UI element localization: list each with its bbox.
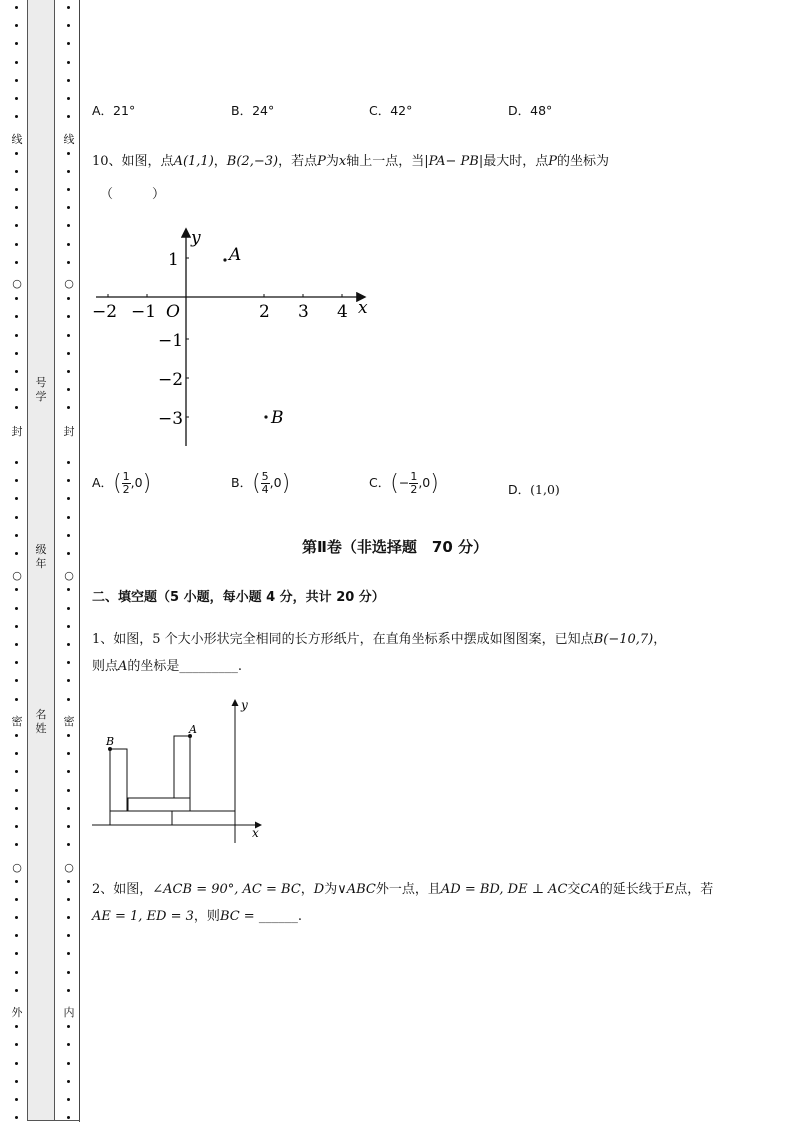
option-letter: B． [231,475,253,490]
f2-line-2 [92,905,302,924]
margin-dot [67,661,70,664]
q10-text: 最大时，点 [483,154,549,169]
minus-sign: − [398,475,410,490]
margin-dot [15,916,18,919]
right-mark-nei: 内 [63,1006,75,1019]
option-value: (1,0) [530,482,560,497]
f2-segment: CA [580,882,600,897]
rectangle-right-vertical [174,736,190,798]
margin-dot [15,61,18,64]
margin-dot [15,1062,18,1065]
margin-dot [67,6,70,9]
margin-dot [15,188,18,191]
rectangle-bottom-left [110,811,172,825]
margin-dot [15,607,18,610]
q10-text: 轴上一点，当 [346,154,425,169]
margin-dot [15,843,18,846]
x-tick-label: 4 [337,302,348,322]
margin-dot [15,1043,18,1046]
point-b-label: B [106,735,115,748]
right-paren: ) [281,471,291,496]
margin-dot [67,971,70,974]
f2-condition: AE = 1, ED = 3 [92,909,194,924]
margin-dot [67,370,70,373]
margin-dot [67,679,70,682]
f2-text: ， [300,882,314,897]
margin-dot [67,1043,70,1046]
margin-dot [15,406,18,409]
q10-number: 10、 [92,154,122,169]
gutter-bottom-line [27,1120,80,1121]
y-axis-label: y [241,698,248,712]
margin-dot [67,625,70,628]
q10-point-b: B(2,−3) [226,154,279,169]
option-letter: C． [369,475,391,490]
margin-dot [15,97,18,100]
margin-dot [15,24,18,27]
margin-dot [15,1116,18,1119]
coordinate-tail: ,0 [418,475,431,490]
margin-dot [67,352,70,355]
margin-dot [67,698,70,701]
f1-text: ， [653,632,667,647]
margin-dot [67,243,70,246]
margin-dot [15,79,18,82]
margin-dot [67,406,70,409]
margin-dot [15,243,18,246]
margin-dot [67,898,70,901]
margin-dot [67,752,70,755]
origin-label: O [166,302,180,322]
point-a-dot [223,258,226,261]
point-b-label: B [271,408,284,428]
grade-label: 级年 [35,543,47,570]
q10-coordinate-graph [92,222,382,452]
margin-dot [15,643,18,646]
f1-point-b: B(−10,7) [593,632,654,647]
point-a-label: A [229,245,242,265]
right-mark-circle-3: ○ [64,861,74,874]
x-tick-label: 3 [298,302,309,322]
margin-dot [15,224,18,227]
left-mark-mi: 密 [11,715,23,728]
margin-dot [67,461,70,464]
left-mark-xian: 线 [11,133,23,146]
rectangle-middle [128,798,190,811]
margin-dot [15,698,18,701]
q10-option-a [92,471,151,496]
margin-dot [67,916,70,919]
margin-dot [15,1080,18,1083]
y-tick-label: −3 [158,409,184,429]
fraction [261,471,270,496]
margin-dot [15,388,18,391]
numerator: 1 [410,470,418,483]
q9-option-d: D．48° [508,103,553,118]
margin-dot [15,170,18,173]
margin-dot [15,661,18,664]
left-paren: ( [113,471,122,496]
margin-dot [67,1116,70,1119]
margin-dot [15,261,18,264]
binding-line [79,0,80,1122]
margin-dot [67,224,70,227]
margin-dot [67,188,70,191]
f2-text: 2、如图， [92,882,153,897]
f2-text: 的延长线于 [599,882,665,897]
left-paren: ( [252,471,261,496]
f1-rectangles-figure [92,695,267,845]
x-tick-label: −1 [131,302,157,322]
margin-dot [67,807,70,810]
name-label: 名姓 [35,708,47,735]
y-tick-label: −1 [158,331,184,351]
denominator: 2 [410,483,418,496]
margin-dot [67,315,70,318]
y-axis-label: y [191,228,201,248]
margin-dot [15,370,18,373]
student-number-label: 号学 [35,376,47,403]
margin-dot [67,388,70,391]
point-b-dot [264,415,267,418]
y-tick-label: −2 [158,370,184,390]
q10-option-c [369,471,439,496]
right-paren: ) [430,471,439,496]
margin-dot [15,152,18,155]
margin-dot [67,643,70,646]
margin-dot [15,1025,18,1028]
fraction [409,471,418,496]
margin-dot [15,752,18,755]
option-letter: A． [92,475,114,490]
q10-text: 为 [325,154,339,169]
q9-option-a: A．21° [92,103,136,118]
y-tick-label: 1 [168,250,179,270]
coordinate-tail: ,0 [130,475,143,490]
f1-text: 1、如图，5 个大小形状完全相同的长方形纸片，在直角坐标系中摆成如图图案，已知点 [92,632,594,647]
margin-dot [67,206,70,209]
margin-dot [67,42,70,45]
q10-text: ，若点 [278,154,318,169]
margin-dot [15,588,18,591]
margin-dot [67,61,70,64]
margin-dot [15,734,18,737]
f1-text: 的坐标是_________. [127,659,243,674]
left-mark-circle-3: ○ [12,861,22,874]
numerator: 1 [122,470,130,483]
x-tick-label: −2 [92,302,118,322]
q10-option-b [231,471,290,496]
margin-dot [67,115,70,118]
f2-answer-blank: ______. [258,909,302,924]
margin-dot [67,534,70,537]
margin-dot [15,352,18,355]
margin-dot [67,825,70,828]
margin-dot [15,679,18,682]
margin-dot [15,880,18,883]
margin-dot [67,1025,70,1028]
margin-dot [15,6,18,9]
margin-dot [67,588,70,591]
f1-line-1 [92,628,666,647]
left-mark-feng: 封 [11,425,23,438]
q10-text: 如图，点 [121,154,174,169]
margin-dot [67,497,70,500]
f2-point-e: E [664,882,675,897]
margin-dot [67,152,70,155]
f2-text: ，则 [193,909,220,924]
margin-dot [67,516,70,519]
margin-dot [15,552,18,555]
denominator: 4 [261,483,269,496]
margin-dot [67,952,70,955]
q10-x-axis: x [338,154,347,169]
x-tick-label: 2 [259,302,270,322]
margin-dot [15,807,18,810]
margin-dot [15,497,18,500]
margin-dot [67,989,70,992]
margin-dot [67,24,70,27]
q10-point-p: P [548,154,557,169]
f2-text: 为 [324,882,338,897]
margin-dot [67,1062,70,1065]
left-paren: ( [390,471,399,496]
x-axis-label: x [358,298,368,318]
f2-condition: ∠ACB = 90°, AC = BC [152,882,301,897]
margin-dot [67,79,70,82]
margin-dot [67,170,70,173]
f2-line-1 [92,878,713,897]
margin-dot [15,825,18,828]
right-mark-xian: 线 [63,133,75,146]
q10-point-a: A(1,1) [173,154,214,169]
margin-dot [67,552,70,555]
option-letter: D． [508,482,531,497]
left-mark-wai: 外 [11,1006,23,1019]
binding-margin [0,0,82,1123]
f2-condition: AD = BD, DE ⊥ AC [440,882,568,897]
margin-dot [67,934,70,937]
left-mark-circle-1: ○ [12,277,22,290]
margin-dot [67,479,70,482]
f1-point-a: A [118,659,128,674]
x-axis-label: x [252,826,259,840]
margin-dot [15,989,18,992]
margin-dot [67,1080,70,1083]
margin-dot [15,952,18,955]
f1-line-2 [92,655,242,674]
q10-stem [92,150,609,169]
margin-dot [67,261,70,264]
margin-dot [67,789,70,792]
margin-dot [67,734,70,737]
margin-dot [67,843,70,846]
q10-point-p: P [317,154,326,169]
margin-dot [15,115,18,118]
f1-text: 则点 [92,659,119,674]
right-mark-mi: 密 [63,715,75,728]
margin-dot [15,625,18,628]
fraction [122,471,131,496]
coordinate-tail: ,0 [269,475,282,490]
margin-dot [67,607,70,610]
numerator: 5 [261,470,269,483]
f2-text: 点，若 [674,882,714,897]
part2-title: 第Ⅱ卷（非选择题 70 分） [302,538,488,556]
section-fill-in-title: 二、填空题（5 小题，每小题 4 分，共计 20 分） [92,590,385,605]
margin-dot [15,461,18,464]
q10-answer-blank: （ ） [100,187,166,202]
margin-dot [15,789,18,792]
right-mark-circle-2: ○ [64,569,74,582]
rectangle-bottom-right [172,811,235,825]
margin-dot [15,315,18,318]
q10-text: 的坐标为 [557,154,610,169]
right-mark-feng: 封 [63,425,75,438]
margin-dot [67,880,70,883]
f2-triangle: ∨ABC [337,882,376,897]
q10-text: ， [213,154,227,169]
q9-option-b: B．24° [231,103,275,118]
rectangle-left-vertical [110,749,127,811]
margin-dot [15,934,18,937]
right-mark-circle-1: ○ [64,277,74,290]
margin-dot [15,516,18,519]
margin-dot [15,479,18,482]
margin-dot [15,971,18,974]
point-a-label: A [189,723,197,736]
left-mark-circle-2: ○ [12,569,22,582]
margin-dot [67,770,70,773]
margin-dot [67,297,70,300]
q9-option-c: C．42° [369,103,413,118]
margin-dot [67,97,70,100]
right-paren: ) [142,471,152,496]
margin-dot [15,770,18,773]
margin-dot [67,334,70,337]
q10-abs-expression: |PA− PB| [424,154,484,169]
f2-point-d: D [313,882,325,897]
margin-dot [15,334,18,337]
margin-dot [15,206,18,209]
f2-text: 外一点，且 [375,882,441,897]
margin-dot [15,42,18,45]
f2-text: 交 [567,882,581,897]
margin-dot [15,898,18,901]
margin-dot [15,534,18,537]
margin-dot [15,297,18,300]
f2-answer-lhs: BC = [219,909,259,924]
q10-option-d [508,480,560,498]
denominator: 2 [122,483,130,496]
margin-dot [67,1098,70,1101]
margin-dot [15,1098,18,1101]
